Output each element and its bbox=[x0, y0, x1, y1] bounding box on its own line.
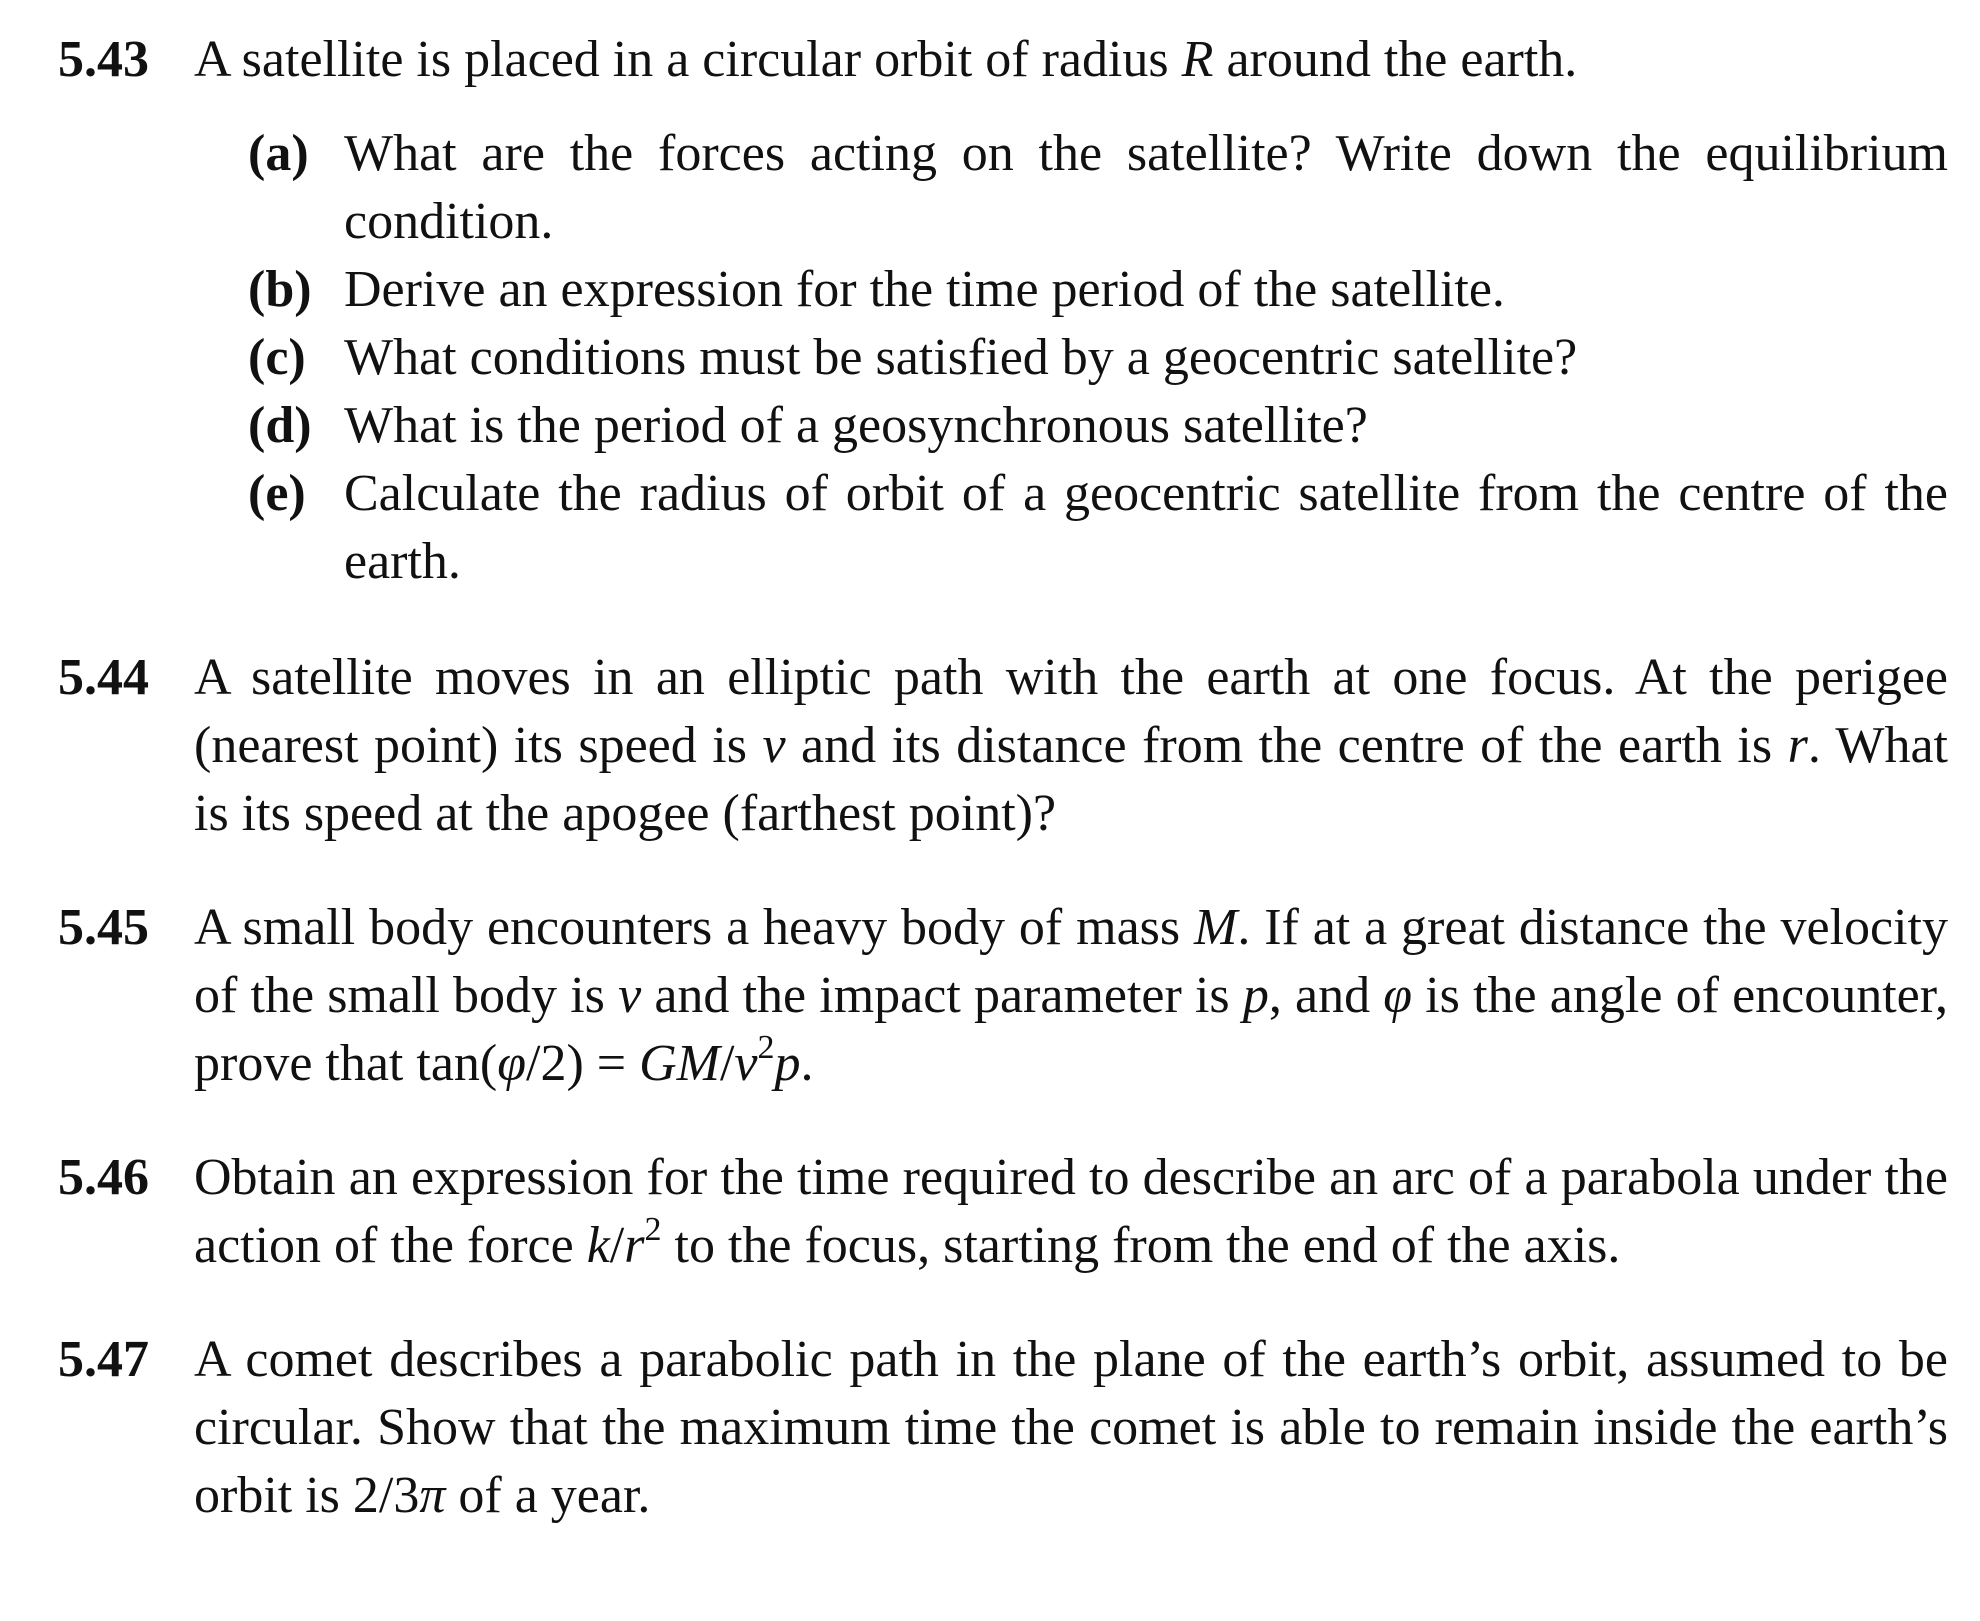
problem-text: A comet describes a parabolic path in the plane of the earth’s orbit, assumed to be circular. Show that the maximum time the comet is able to remain inside the earth’s orbit is 2/3π of a year. bbox=[194, 1331, 1948, 1524]
problem-5-47 bbox=[58, 1326, 1948, 1530]
part-d bbox=[248, 392, 1948, 460]
problem-number: 5.46 bbox=[58, 1149, 149, 1206]
part-a bbox=[248, 120, 1948, 256]
problem-number: 5.47 bbox=[58, 1331, 149, 1388]
part-label: (b) bbox=[248, 261, 312, 318]
part-label: (e) bbox=[248, 465, 306, 522]
problem-5-45 bbox=[58, 894, 1948, 1098]
part-text: What is the period of a geosynchronous satellite? bbox=[344, 397, 1368, 454]
part-text: What conditions must be satisfied by a geocentric satellite? bbox=[344, 329, 1578, 386]
problem-text: A satellite moves in an elliptic path with the earth at one focus. At the perigee (nearest point) its speed is v and its distance from the centre of the earth is r. What is its speed at the apogee (farthest point)? bbox=[194, 649, 1948, 842]
problem-page bbox=[58, 26, 1948, 1530]
problem-number: 5.44 bbox=[58, 649, 149, 706]
problem-number: 5.43 bbox=[58, 31, 149, 88]
part-text: Calculate the radius of orbit of a geocentric satellite from the centre of the earth. bbox=[344, 465, 1948, 590]
problem-5-43 bbox=[58, 26, 1948, 596]
part-b bbox=[248, 256, 1948, 324]
part-label: (d) bbox=[248, 397, 312, 454]
problem-5-46 bbox=[58, 1144, 1948, 1280]
problem-number: 5.45 bbox=[58, 899, 149, 956]
problem-5-44 bbox=[58, 644, 1948, 848]
part-text: Derive an expression for the time period of the satellite. bbox=[344, 261, 1505, 318]
problem-text: A satellite is placed in a circular orbit of radius R around the earth. bbox=[194, 31, 1578, 88]
part-label: (a) bbox=[248, 125, 309, 182]
part-c bbox=[248, 324, 1948, 392]
part-label: (c) bbox=[248, 329, 306, 386]
problem-text: Obtain an expression for the time required to describe an arc of a parabola under the action of the force $k/r^2$ to the focus, starting from the end of the axis. bbox=[194, 1149, 1948, 1274]
problem-parts bbox=[248, 120, 1948, 596]
part-e bbox=[248, 460, 1948, 596]
part-text: What are the forces acting on the satellite? Write down the equilibrium condition. bbox=[344, 125, 1948, 250]
problem-text: A small body encounters a heavy body of mass M. If at a great distance the velocity of the small body is v and the impact parameter is p, and φ is the angle of encounter, prove that $\tan(\varphi/2) = GM/v^2p$. bbox=[194, 899, 1948, 1092]
